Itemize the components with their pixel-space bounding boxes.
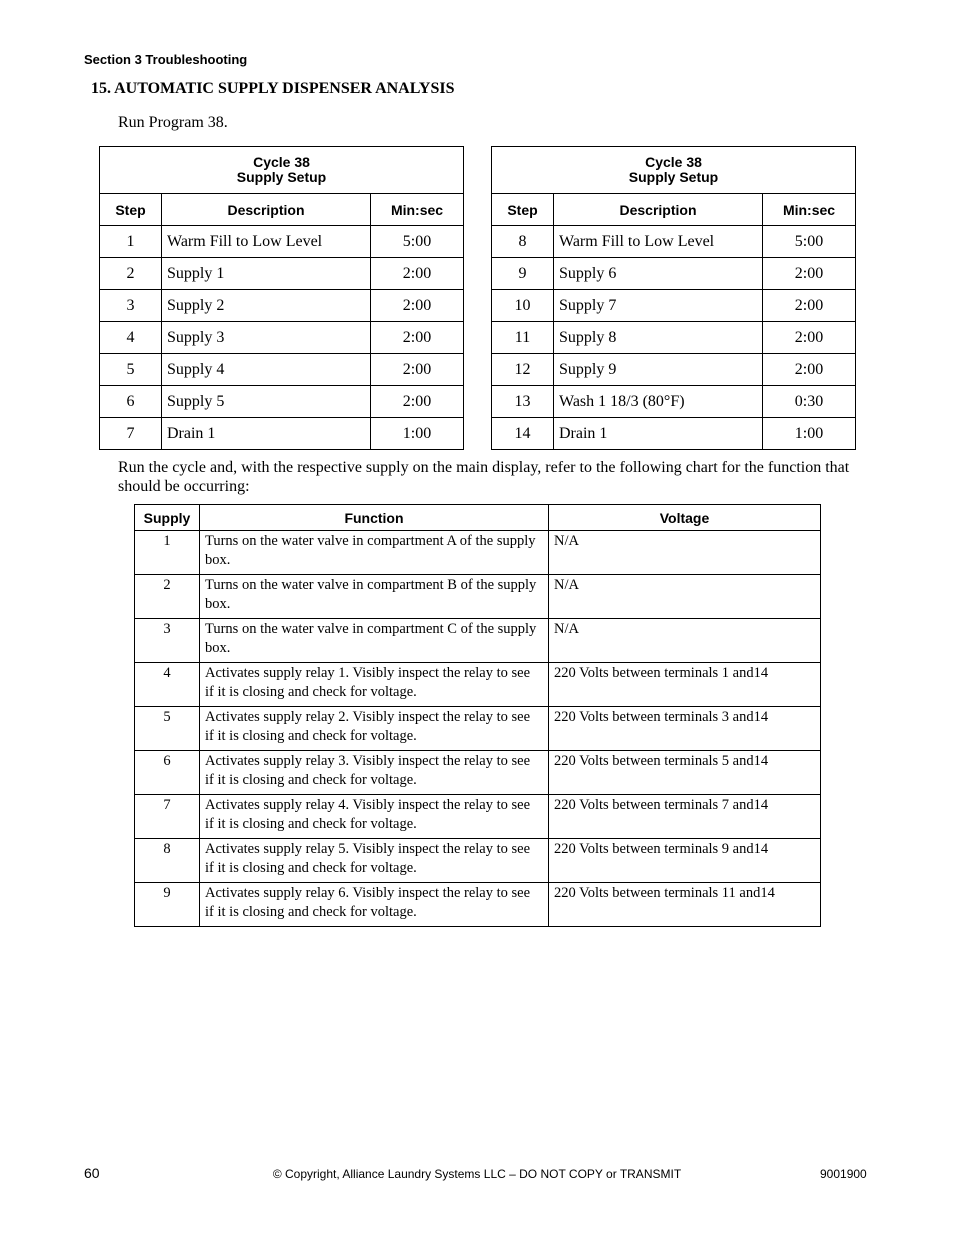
table-row xyxy=(135,883,821,927)
function-cell: Activates supply relay 2. Visibly inspect the relay to see if it is closing and check for voltage. xyxy=(200,707,549,751)
step-cell: 14 xyxy=(492,418,554,450)
step-cell: 4 xyxy=(100,322,162,354)
column-header-time: Min:sec xyxy=(763,194,856,226)
table-row xyxy=(492,290,856,322)
function-cell: Turns on the water valve in compartment C of the supply box. xyxy=(200,619,549,663)
voltage-cell: 220 Volts between terminals 1 and14 xyxy=(549,663,821,707)
table-header-row xyxy=(492,194,856,226)
description-cell: Supply 3 xyxy=(162,322,371,354)
step-cell: 5 xyxy=(100,354,162,386)
table-row xyxy=(100,354,464,386)
function-cell: Activates supply relay 4. Visibly inspect the relay to see if it is closing and check for voltage. xyxy=(200,795,549,839)
table-row xyxy=(100,258,464,290)
description-cell: Supply 7 xyxy=(554,290,763,322)
column-header-step: Step xyxy=(492,194,554,226)
description-cell: Warm Fill to Low Level xyxy=(554,226,763,258)
document-number: 9001900 xyxy=(820,1167,867,1181)
function-cell: Turns on the water valve in compartment B of the supply box. xyxy=(200,575,549,619)
cycle-table-steps-8-14 xyxy=(491,146,856,450)
table-header-row xyxy=(100,194,464,226)
description-cell: Supply 5 xyxy=(162,386,371,418)
time-cell: 2:00 xyxy=(371,386,464,418)
section-header: Section 3 Troubleshooting xyxy=(84,52,248,67)
table-row xyxy=(492,418,856,450)
voltage-cell: N/A xyxy=(549,575,821,619)
supply-cell: 7 xyxy=(135,795,200,839)
table-row xyxy=(135,619,821,663)
table-row xyxy=(492,226,856,258)
table-row xyxy=(100,322,464,354)
table-row xyxy=(135,663,821,707)
table-row xyxy=(135,839,821,883)
table-row xyxy=(135,575,821,619)
description-cell: Supply 1 xyxy=(162,258,371,290)
table-header-row xyxy=(135,505,821,531)
voltage-cell: 220 Volts between terminals 3 and14 xyxy=(549,707,821,751)
step-cell: 6 xyxy=(100,386,162,418)
time-cell: 5:00 xyxy=(371,226,464,258)
step-cell: 10 xyxy=(492,290,554,322)
cycle-table-title: Cycle 38 Supply Setup xyxy=(100,147,464,194)
description-cell: Supply 2 xyxy=(162,290,371,322)
time-cell: 5:00 xyxy=(763,226,856,258)
supply-cell: 8 xyxy=(135,839,200,883)
function-cell: Activates supply relay 3. Visibly inspect the relay to see if it is closing and check for voltage. xyxy=(200,751,549,795)
intro-paragraph: Run the cycle and, with the respective supply on the main display, refer to the following chart for the function that should be occurring: xyxy=(118,459,850,495)
cycle-table-steps-1-7 xyxy=(99,146,464,450)
column-header-supply: Supply xyxy=(135,505,200,531)
column-header-function: Function xyxy=(200,505,549,531)
table-row xyxy=(492,322,856,354)
column-header-description: Description xyxy=(162,194,371,226)
page-heading: 15. AUTOMATIC SUPPLY DISPENSER ANALYSIS xyxy=(91,80,455,97)
description-cell: Supply 9 xyxy=(554,354,763,386)
step-cell: 7 xyxy=(100,418,162,450)
time-cell: 2:00 xyxy=(763,322,856,354)
copyright-notice: © Copyright, Alliance Laundry Systems LLC – DO NOT COPY or TRANSMIT xyxy=(272,1167,682,1181)
step-cell: 1 xyxy=(100,226,162,258)
supply-cell: 9 xyxy=(135,883,200,927)
description-cell: Supply 8 xyxy=(554,322,763,354)
time-cell: 2:00 xyxy=(763,354,856,386)
table-row xyxy=(135,531,821,575)
cycle-table-title: Cycle 38 Supply Setup xyxy=(492,147,856,194)
voltage-cell: N/A xyxy=(549,531,821,575)
table-row xyxy=(135,707,821,751)
description-cell: Drain 1 xyxy=(554,418,763,450)
supply-cell: 6 xyxy=(135,751,200,795)
step-cell: 3 xyxy=(100,290,162,322)
voltage-cell: N/A xyxy=(549,619,821,663)
time-cell: 2:00 xyxy=(371,258,464,290)
step-cell: 8 xyxy=(492,226,554,258)
supply-cell: 3 xyxy=(135,619,200,663)
function-cell: Activates supply relay 5. Visibly inspect the relay to see if it is closing and check for voltage. xyxy=(200,839,549,883)
description-cell: Wash 1 18/3 (80°F) xyxy=(554,386,763,418)
supply-cell: 5 xyxy=(135,707,200,751)
table-row xyxy=(100,226,464,258)
function-cell: Activates supply relay 6. Visibly inspect the relay to see if it is closing and check for voltage. xyxy=(200,883,549,927)
supply-function-table xyxy=(134,504,821,927)
voltage-cell: 220 Volts between terminals 5 and14 xyxy=(549,751,821,795)
step-cell: 2 xyxy=(100,258,162,290)
time-cell: 2:00 xyxy=(371,290,464,322)
supply-cell: 1 xyxy=(135,531,200,575)
time-cell: 2:00 xyxy=(371,354,464,386)
time-cell: 2:00 xyxy=(763,258,856,290)
table-row xyxy=(135,751,821,795)
run-program-text: Run Program 38. xyxy=(118,114,228,131)
description-cell: Drain 1 xyxy=(162,418,371,450)
step-cell: 11 xyxy=(492,322,554,354)
table-row xyxy=(492,258,856,290)
table-row xyxy=(100,290,464,322)
voltage-cell: 220 Volts between terminals 11 and14 xyxy=(549,883,821,927)
supply-cell: 2 xyxy=(135,575,200,619)
table-row xyxy=(135,795,821,839)
step-cell: 9 xyxy=(492,258,554,290)
description-cell: Supply 6 xyxy=(554,258,763,290)
column-header-description: Description xyxy=(554,194,763,226)
step-cell: 12 xyxy=(492,354,554,386)
function-cell: Turns on the water valve in compartment A of the supply box. xyxy=(200,531,549,575)
time-cell: 2:00 xyxy=(371,322,464,354)
function-cell: Activates supply relay 1. Visibly inspect the relay to see if it is closing and check for voltage. xyxy=(200,663,549,707)
time-cell: 2:00 xyxy=(763,290,856,322)
column-header-voltage: Voltage xyxy=(549,505,821,531)
table-row xyxy=(492,354,856,386)
description-cell: Warm Fill to Low Level xyxy=(162,226,371,258)
time-cell: 0:30 xyxy=(763,386,856,418)
table-row xyxy=(100,386,464,418)
table-row xyxy=(100,418,464,450)
supply-cell: 4 xyxy=(135,663,200,707)
column-header-step: Step xyxy=(100,194,162,226)
voltage-cell: 220 Volts between terminals 9 and14 xyxy=(549,839,821,883)
voltage-cell: 220 Volts between terminals 7 and14 xyxy=(549,795,821,839)
time-cell: 1:00 xyxy=(371,418,464,450)
step-cell: 13 xyxy=(492,386,554,418)
page-number: 60 xyxy=(84,1165,100,1181)
column-header-time: Min:sec xyxy=(371,194,464,226)
description-cell: Supply 4 xyxy=(162,354,371,386)
time-cell: 1:00 xyxy=(763,418,856,450)
table-row xyxy=(492,386,856,418)
